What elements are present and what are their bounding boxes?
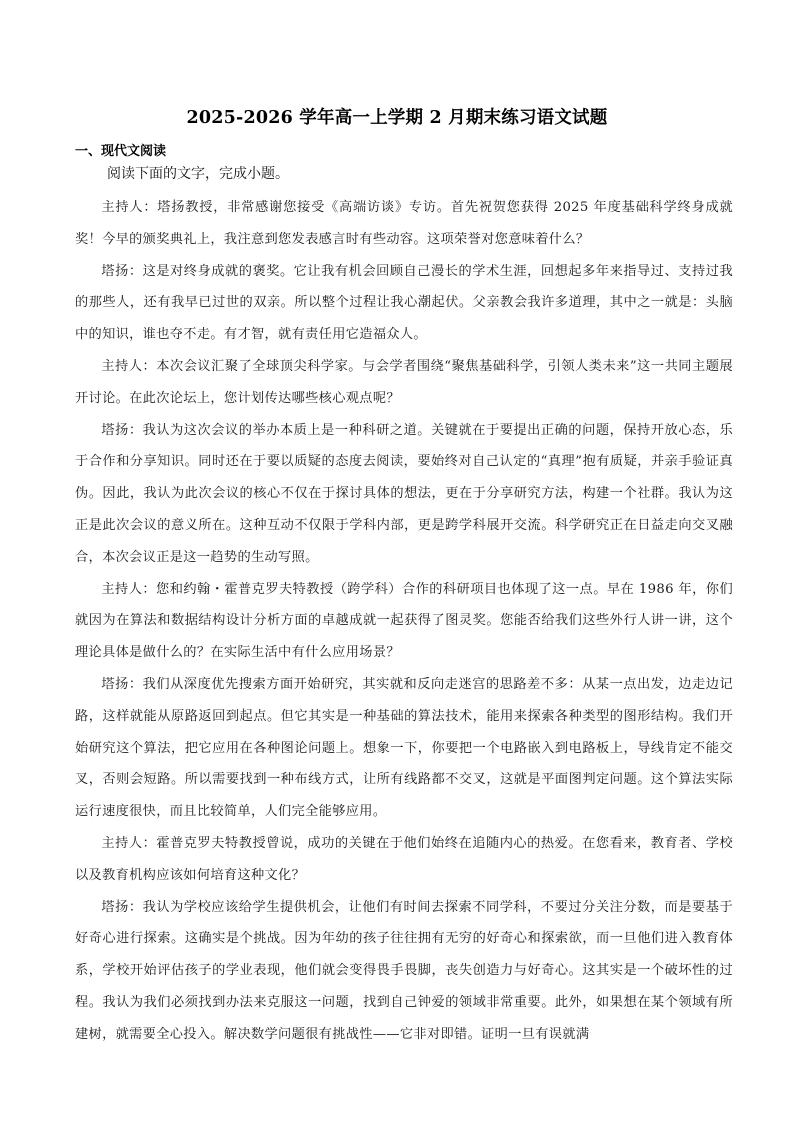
passage-paragraph bbox=[75, 415, 733, 574]
passage-paragraph bbox=[75, 192, 733, 256]
passage-paragraph bbox=[75, 574, 733, 669]
passage-paragraph bbox=[75, 256, 733, 351]
paragraph-text: 主持人：您和约翰・霍普克罗夫特教授（跨学科）合作的科研项目也体现了这一点。早在 1986 年，你们就因为在算法和数据结构设计分析方面的卓越成就一起获得了图灵奖。您能否给我们这些外行人讲一讲，这个理论具体是做什么的？在实际生活中有什么应用场景？ bbox=[75, 581, 733, 661]
paragraph-text: 主持人：本次会议汇聚了全球顶尖科学家。与会学者围绕“聚焦基础科学，引领人类未来”这一共同主题展开讨论。在此次论坛上，您计划传达哪些核心观点呢？ bbox=[75, 358, 733, 406]
paragraph-text: 主持人：霍普克罗夫特教授曾说，成功的关键在于他们始终在追随内心的热爱。在您看来，教育者、学校以及教育机构应该如何培育这种文化？ bbox=[75, 835, 733, 883]
paragraph-text: 塔扬：我们从深度优先搜索方面开始研究，其实就和反向走迷宫的思路差不多：从某一点出发，边走边记路，这样就能从原路返回到起点。但它其实是一种基础的算法技术，能用来探索各种类型的图形结构。我们开始研究这个算法，把它应用在各种图论问题上。想象一下，你要把一个电路嵌入到电路板上，导线肯定不能交叉，否则会短路。所以需要找到一种布线方式，让所有线路都不交叉，这就是平面图判定问题。这个算法实际运行速度很快，而且比较简单，人们完全能够应用。 bbox=[75, 676, 733, 820]
page-title: 2025-2026 学年高一上学期 2 月期末练习语文试题 bbox=[186, 108, 608, 128]
passage-paragraph bbox=[75, 351, 733, 415]
passage-paragraph bbox=[75, 892, 733, 1051]
passage-paragraph bbox=[75, 828, 733, 892]
paragraph-text: 塔扬：我认为这次会议的举办本质上是一种科研之道。关键就在于要提出正确的问题，保持开放心态，乐于合作和分享知识。同时还在于要以质疑的态度去阅读，要始终对自己认定的“真理”抱有质疑，并亲手验证真伪。因此，我认为此次会议的核心不仅在于探讨具体的想法，更在于分享研究方法，构建一个社群。我认为这正是此次会议的意义所在。这种互动不仅限于学科内部，更是跨学科展开交流。科学研究正在日益走向交叉融合，本次会议正是这一趋势的生动写照。 bbox=[75, 422, 733, 565]
passage-paragraph bbox=[75, 669, 733, 828]
reading-instruction: 阅读下面的文字，完成小题。 bbox=[107, 166, 289, 182]
paragraph-text: 主持人：塔扬教授，非常感谢您接受《高端访谈》专访。首先祝贺您获得 2025 年度基础科学终身成就奖！今早的颁奖典礼上，我注意到您发表感言时有些动容。这项荣誉对您意味着什么？ bbox=[75, 200, 733, 247]
paragraph-text: 塔扬：这是对终身成就的褒奖。它让我有机会回顾自己漫长的学术生涯，回想起多年来指导过、支持过我的那些人，还有我早已过世的双亲。所以整个过程让我心潮起伏。父亲教会我许多道理，其中之一就是：头脑中的知识，谁也夺不走。有才智，就有责任用它造福众人。 bbox=[75, 263, 733, 343]
section-heading: 一、现代文阅读 bbox=[75, 144, 167, 159]
passage-body bbox=[75, 192, 733, 1051]
paragraph-text: 塔扬：我认为学校应该给学生提供机会，让他们有时间去探索不同学科，不要过分关注分数，而是要基于好奇心进行探索。这确实是个挑战。因为年幼的孩子往往拥有无穷的好奇心和探索欲，而一旦他们进入教育体系，学校开始评估孩子的学业表现，他们就会变得畏手畏脚，丧失创造力与好奇心。这其实是一个破坏性的过程。我认为我们必须找到办法来克服这一问题，找到自己钟爱的领域非常重要。此外，如果想在某个领域有所建树，就需要全心投入。解决数学问题很有挑战性——它非对即错。证明一旦有误就满 bbox=[75, 899, 733, 1042]
